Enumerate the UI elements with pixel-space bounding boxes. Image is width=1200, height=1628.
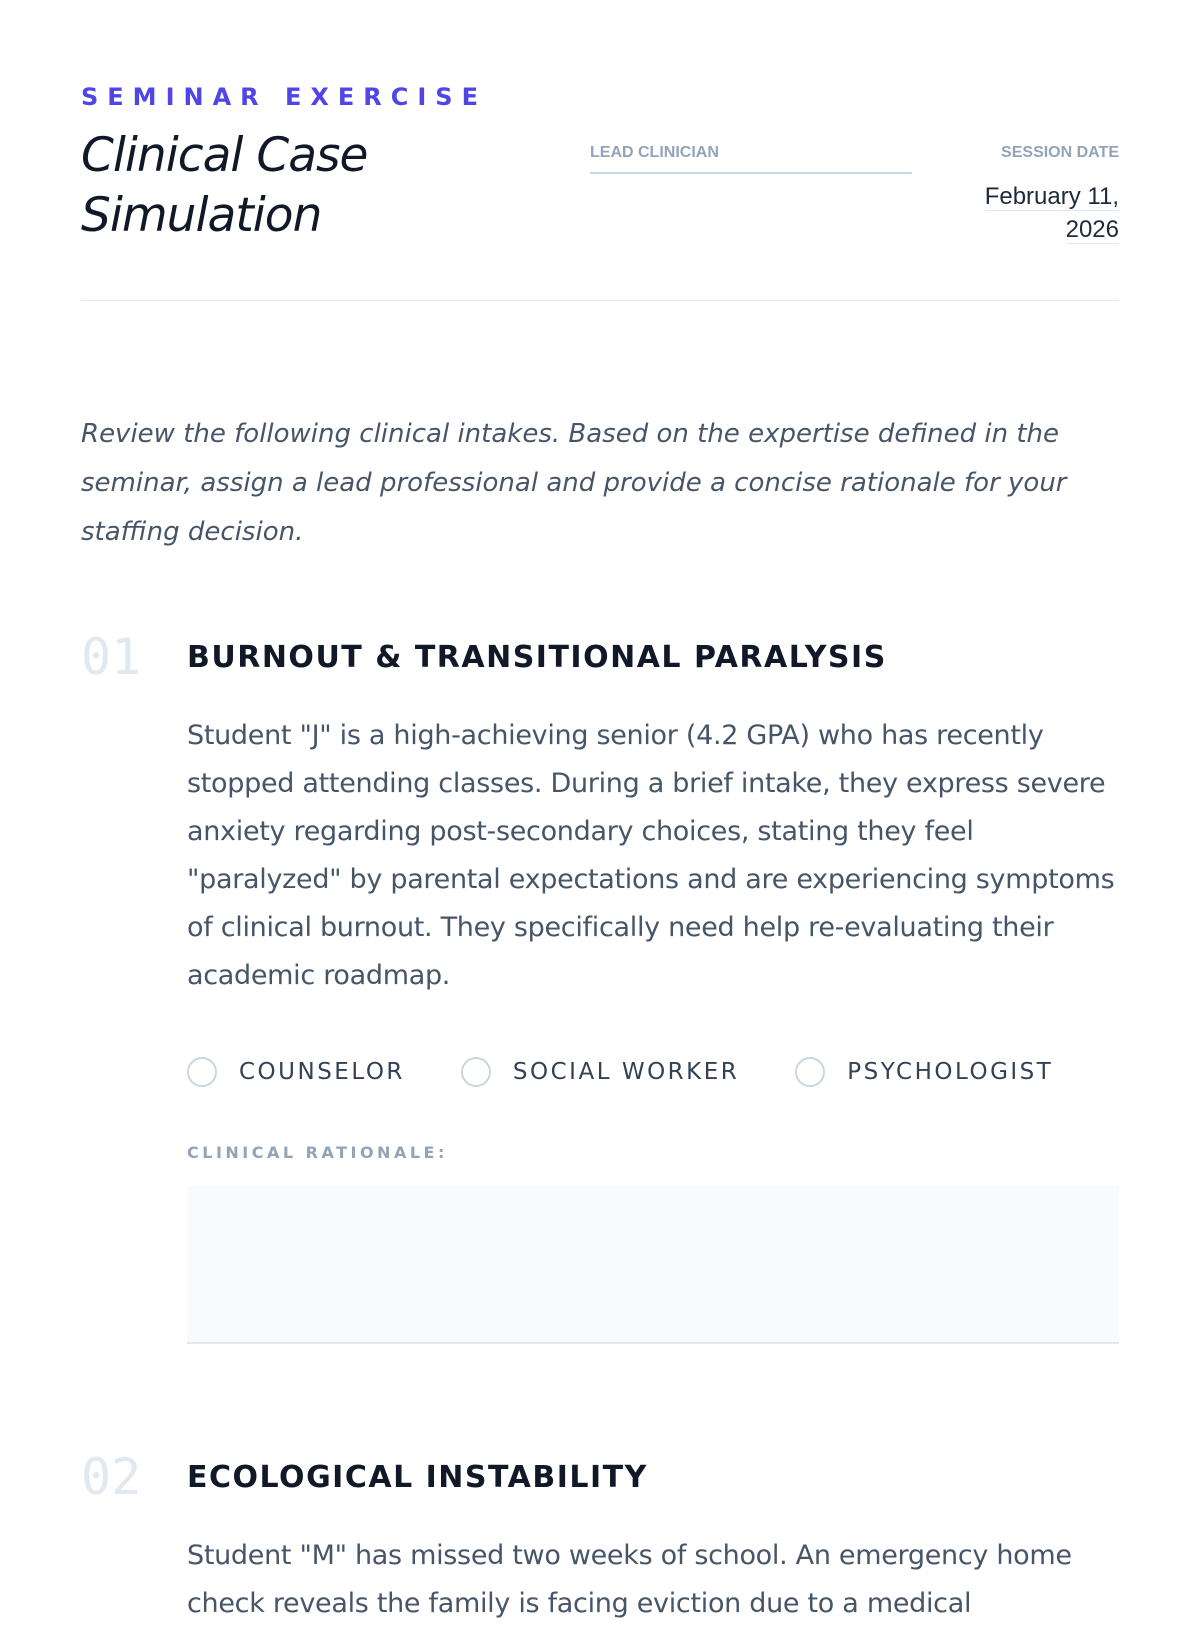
radio-psychologist[interactable]: [795, 1057, 825, 1087]
radio-counselor[interactable]: [187, 1057, 217, 1087]
lead-clinician-field[interactable]: [590, 144, 912, 174]
case-number: 01: [81, 628, 142, 686]
case-number: 02: [81, 1448, 142, 1506]
case-title: BURNOUT & TRANSITIONAL PARALYSIS: [187, 640, 887, 675]
case-description: Student "M" has missed two weeks of school. An emergency home check reveals the family is facing eviction due to a medical: [187, 1540, 1072, 1619]
option-label: COUNSELOR: [239, 1059, 405, 1085]
instructions-text: Review the following clinical intakes. Based on the expertise defined in the seminar, assign a lead professional and provide a concise rationale for your staffing decision.: [81, 419, 1067, 547]
lead-clinician-input-line[interactable]: [590, 172, 912, 174]
option-label: SOCIAL WORKER: [512, 1059, 740, 1085]
worksheet-header: [81, 0, 1119, 301]
case-body: [187, 1460, 1119, 1628]
case-card: [81, 628, 1119, 1344]
rationale-input[interactable]: [187, 1186, 1119, 1344]
rationale-label: CLINICAL RATIONALE:: [187, 1143, 448, 1162]
option-psychologist[interactable]: [795, 1057, 1053, 1087]
option-label: PSYCHOLOGIST: [847, 1059, 1054, 1085]
page-title: Clinical Case Simulation: [81, 128, 368, 243]
session-date-field: [979, 144, 1119, 246]
radio-social-worker[interactable]: [461, 1057, 491, 1087]
option-counselor[interactable]: [187, 1057, 405, 1087]
seminar-kicker: SEMINAR EXERCISE: [81, 83, 487, 111]
session-date-label: SESSION DATE: [1001, 144, 1119, 161]
case-card: [81, 1448, 1119, 1628]
lead-clinician-label: LEAD CLINICIAN: [590, 144, 719, 161]
case-body: [187, 640, 1119, 1344]
professional-options: [187, 1055, 1119, 1089]
case-description: Student "J" is a high-achieving senior (4.2 GPA) who has recently stopped attending classes. During a brief intake, they express severe anxiety regarding post-secondary choices, stating they feel "paralyzed" by parental expectations and are experiencing symptoms of clinical burnout. They specifically need help re-evaluating their academic roadmap.: [187, 720, 1115, 991]
option-social-worker[interactable]: [461, 1057, 739, 1087]
case-title: ECOLOGICAL INSTABILITY: [187, 1460, 648, 1495]
session-date-value: February 11, 2026: [984, 183, 1119, 243]
